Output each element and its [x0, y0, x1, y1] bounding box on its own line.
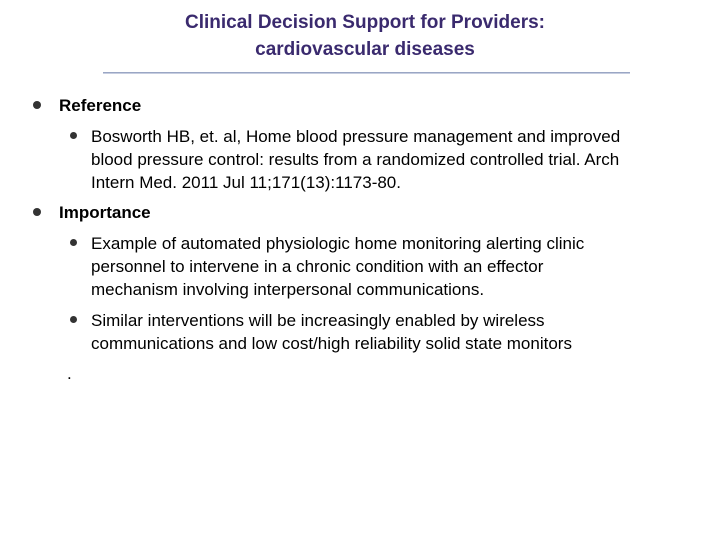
slide-title-line-2: cardiovascular diseases [255, 39, 475, 60]
importance-item-2-line-2: communications and low cost/high reliability solid state monitors [91, 334, 572, 353]
reference-line-2: blood pressure control: results from a randomized controlled trial. Arch [91, 150, 620, 169]
bullet-icon [33, 101, 41, 109]
section-heading-importance: Importance [59, 203, 151, 222]
section-heading-reference: Reference [59, 96, 142, 115]
importance-item-1-line-3: mechanism involving interpersonal communications. [91, 280, 485, 299]
reference-line-1: Bosworth HB, et. al, Home blood pressure management and improved [91, 127, 621, 146]
trailing-period: . [67, 364, 72, 383]
reference-line-3: Intern Med. 2011 Jul 11;171(13):1173-80. [91, 173, 401, 192]
importance-item-1-line-1: Example of automated physiologic home monitoring alerting clinic [91, 234, 585, 253]
bullet-icon [33, 208, 41, 216]
bullet-icon [70, 316, 77, 323]
bullet-icon [70, 239, 77, 246]
slide-title-line-1: Clinical Decision Support for Providers: [184, 12, 545, 33]
bullet-icon [70, 132, 77, 139]
importance-item-2-line-1: Similar interventions will be increasingly enabled by wireless [91, 311, 545, 330]
importance-item-1-line-2: personnel to intervene in a chronic condition with an effector [91, 257, 544, 276]
